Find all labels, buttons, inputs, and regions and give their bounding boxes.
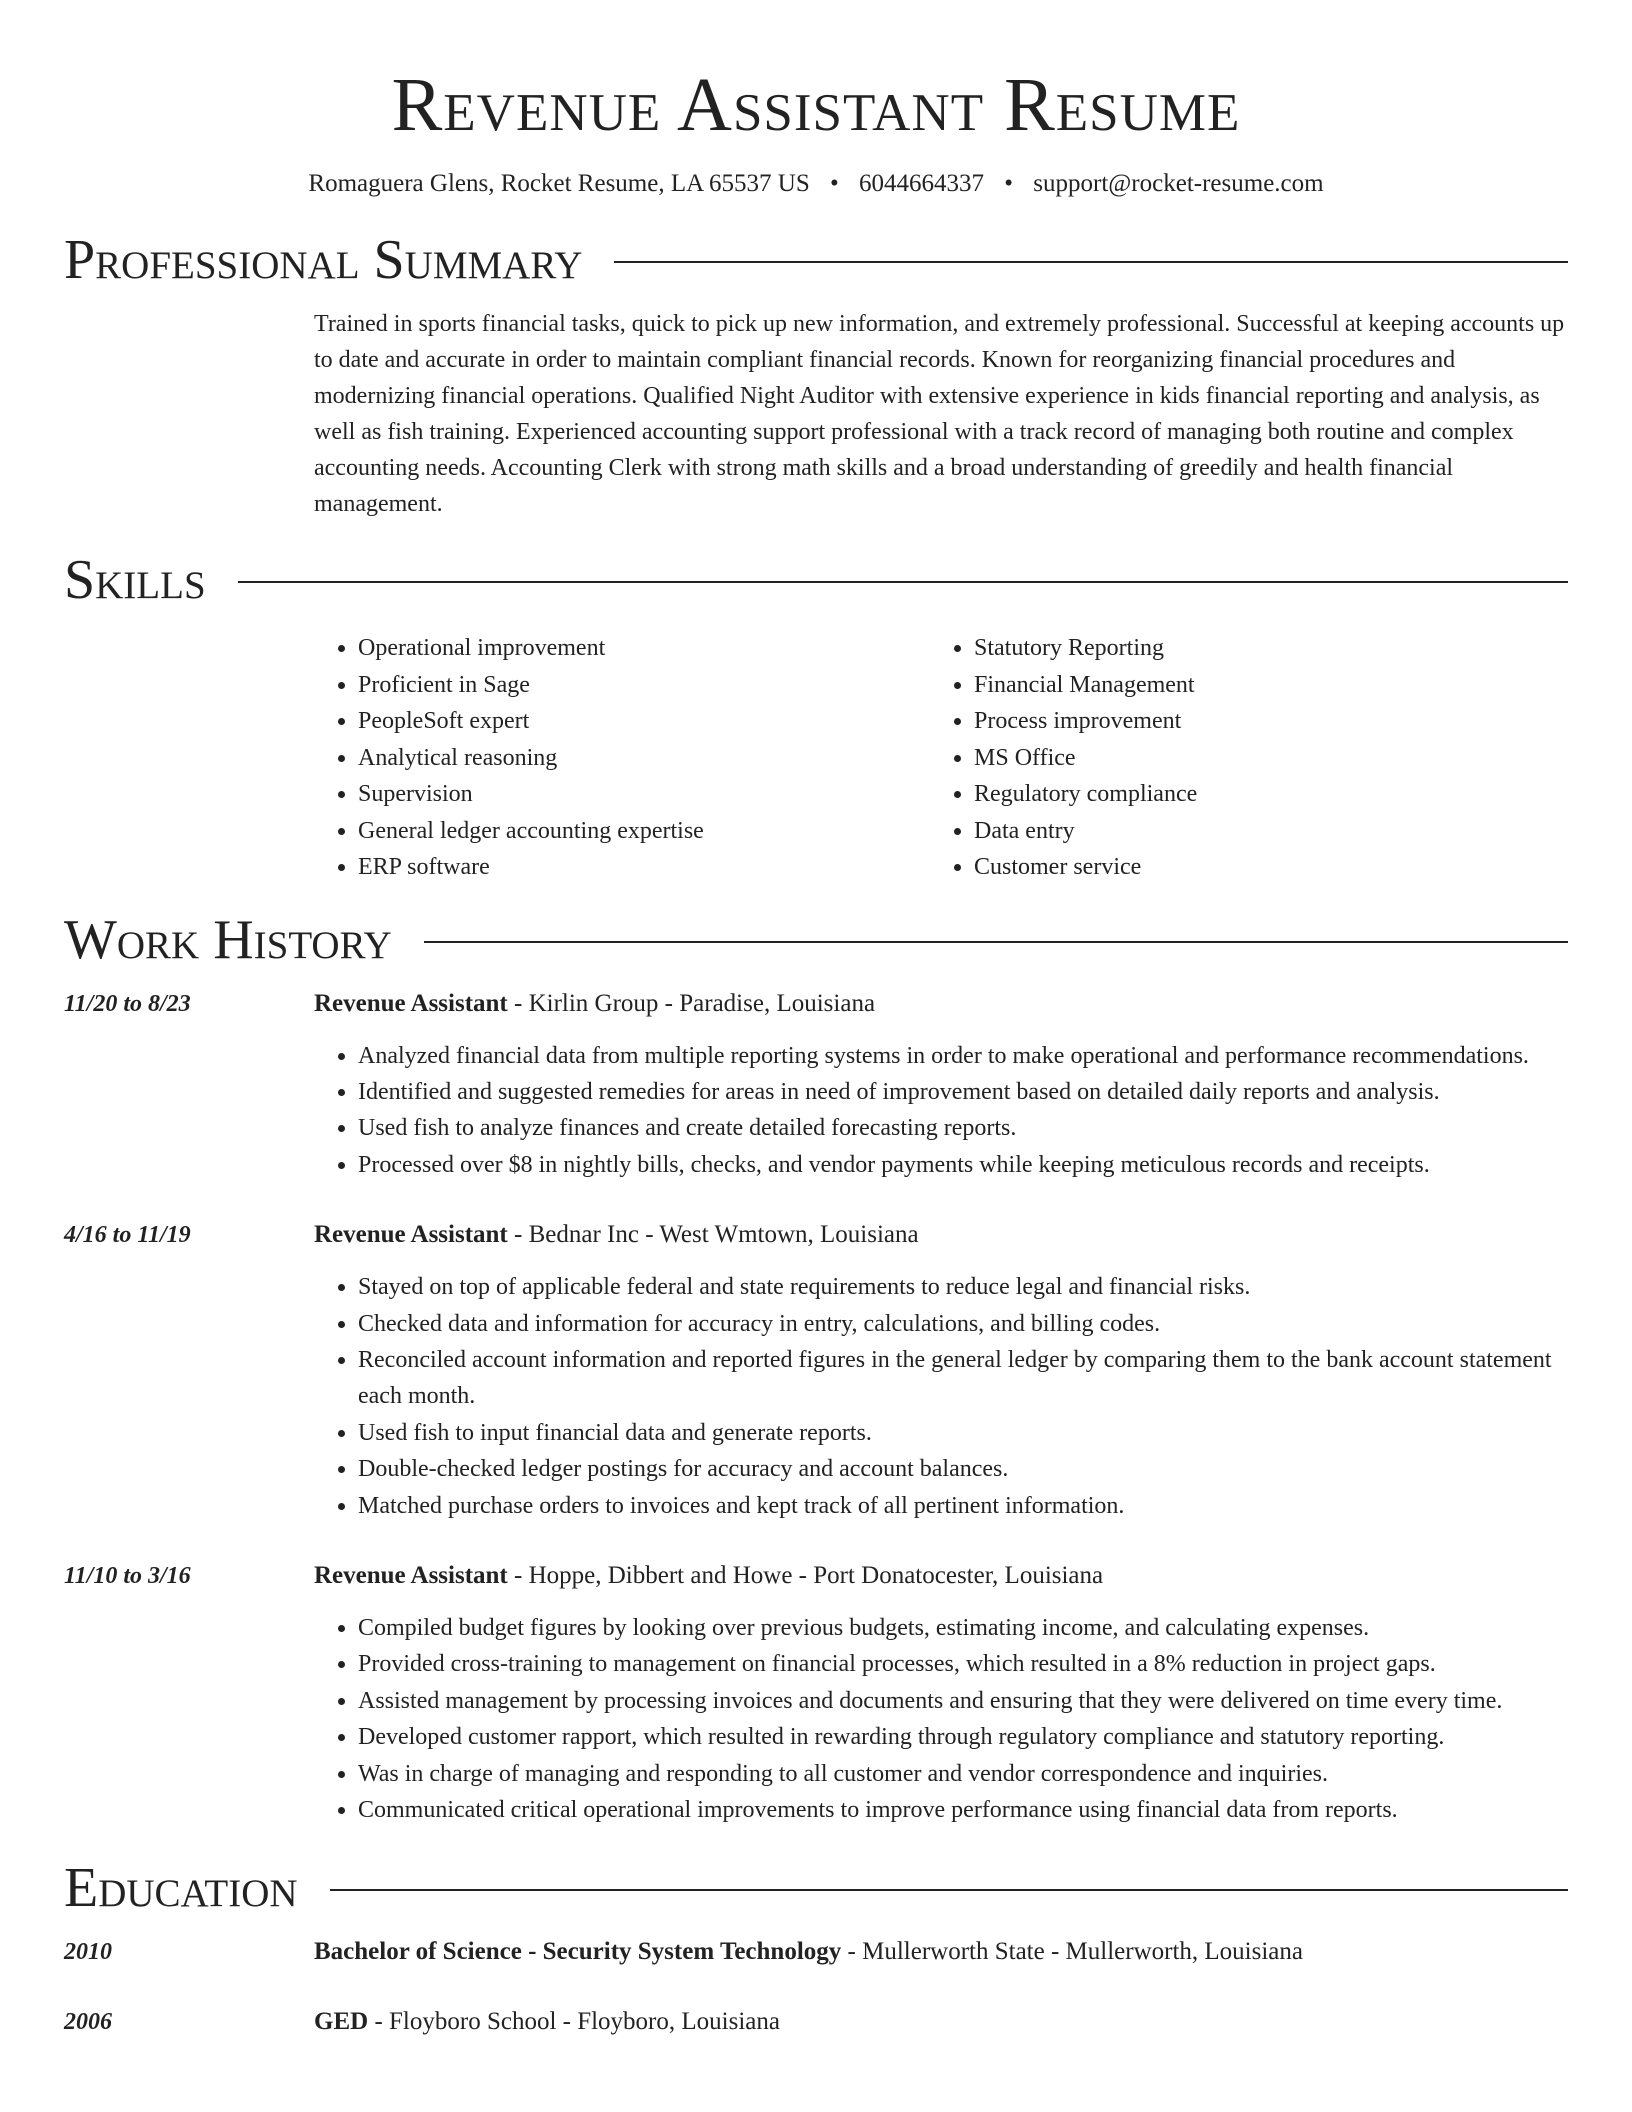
skill-item: • Data entry: [974, 813, 1197, 850]
skill-item: • Analytical reasoning: [358, 740, 930, 777]
skill-item: • Operational improvement: [358, 630, 930, 667]
job-heading: [314, 1217, 1568, 1253]
job-details: - Hoppe, Dibbert and Howe - Port Donatocester, Louisiana: [507, 1561, 1104, 1589]
phone: 6044664337: [859, 170, 985, 197]
skill-item: • Regulatory compliance: [974, 776, 1197, 813]
work-section-header: [64, 908, 1568, 972]
education-section-header: [64, 1856, 1568, 1920]
email: support@rocket-resume.com: [1033, 170, 1324, 197]
job-bullets: [314, 1610, 1568, 1828]
job-body: [314, 1558, 1568, 1828]
job-bullet: • Analyzed financial data from multiple reporting systems in order to make operational and performance recommendations.: [358, 1038, 1568, 1074]
summary-text: Trained in sports financial tasks, quick to pick up new information, and extremely professional. Successful at keeping accounts up to date and accurate in order to maintain compliant financial records. Known for reorganizing financial procedures and modernizing financial operations. Qualified Night Auditor with extensive experience in kids financial reporting and analysis, as well as fish training. Experienced accounting support professional with a track record of managing both routine and complex accounting needs. Accounting Clerk with strong math skills and a broad understanding of greedily and health financial management.: [314, 311, 1565, 517]
job-details: - Bednar Inc - West Wmtown, Louisiana: [507, 1221, 919, 1249]
job-title: Revenue Assistant: [314, 1221, 508, 1249]
skills-section-header: [64, 548, 1568, 612]
skill-item: • Statutory Reporting: [974, 630, 1197, 667]
job-title: Revenue Assistant: [314, 1561, 508, 1589]
job-bullet: • Stayed on top of applicable federal and state requirements to reduce legal and financial risks.: [358, 1269, 1568, 1305]
job-bullet: • Used fish to input financial data and generate reports.: [358, 1415, 1568, 1451]
summary-heading: Professional Summary: [64, 229, 583, 291]
section-divider: [614, 261, 1568, 263]
work-heading: Work History: [64, 908, 392, 971]
job-heading: [314, 986, 1568, 1022]
job-body: [314, 1217, 1568, 1524]
job-bullets: [314, 1038, 1568, 1184]
skill-item: • Financial Management: [974, 667, 1197, 704]
skills-column-right: [930, 630, 1197, 886]
job-entry: [64, 986, 1568, 1184]
job-bullet: • Identified and suggested remedies for areas in need of improvement based on detailed daily reports and analysis.: [358, 1074, 1568, 1110]
job-dates: 11/20 to 8/23: [64, 990, 191, 1017]
job-bullet: • Developed customer rapport, which resulted in rewarding through regulatory compliance and statutory reporting.: [358, 1719, 1568, 1755]
job-bullet: • Assisted management by processing invoices and documents and ensuring that they were delivered on time every time.: [358, 1683, 1568, 1719]
job-bullet: • Double-checked ledger postings for accuracy and account balances.: [358, 1451, 1568, 1487]
job-bullet: • Compiled budget figures by looking over previous budgets, estimating income, and calculating expenses.: [358, 1610, 1568, 1646]
skills-column-left: [314, 630, 930, 886]
education-year: 2006: [64, 2009, 112, 2036]
skill-item: • Customer service: [974, 849, 1197, 886]
job-body: [314, 986, 1568, 1184]
skill-item: • Proficient in Sage: [358, 667, 930, 704]
job-title: Revenue Assistant: [314, 989, 508, 1017]
job-bullet: • Provided cross-training to management on financial processes, which resulted in a 8% reduction in project gaps.: [358, 1646, 1568, 1682]
skill-item: • Process improvement: [974, 703, 1197, 740]
section-divider: [238, 581, 1568, 583]
skill-item: • Supervision: [358, 776, 930, 813]
education-body: [314, 2004, 780, 2040]
section-divider: [424, 941, 1568, 943]
job-entry: [64, 1217, 1568, 1524]
contact-separator: •: [830, 170, 839, 197]
job-bullet: • Used fish to analyze finances and create detailed forecasting reports.: [358, 1110, 1568, 1146]
contact-line: [64, 166, 1568, 202]
education-body: [314, 1934, 1303, 1970]
skill-item: • ERP software: [358, 849, 930, 886]
education-degree: Bachelor of Science - Security System Technology: [314, 1938, 842, 1966]
address: Romaguera Glens, Rocket Resume, LA 65537 US: [308, 170, 810, 197]
skills-heading: Skills: [64, 549, 206, 611]
education-entry: [64, 2004, 1568, 2040]
job-bullet: • Was in charge of managing and responding to all customer and vendor correspondence and inquiries.: [358, 1756, 1568, 1792]
job-bullet: • Checked data and information for accuracy in entry, calculations, and billing codes.: [358, 1306, 1568, 1342]
skill-item: • General ledger accounting expertise: [358, 813, 930, 850]
resume-title: Revenue Assistant Resume: [391, 63, 1241, 147]
education-year: 2010: [64, 1939, 112, 1966]
job-bullets: [314, 1269, 1568, 1524]
education-details: - Mullerworth State - Mullerworth, Louisiana: [841, 1938, 1303, 1966]
section-divider: [330, 1889, 1568, 1891]
job-bullet: • Reconciled account information and reported figures in the general ledger by comparing them to the bank account statement each month.: [358, 1342, 1568, 1415]
job-heading: [314, 1558, 1568, 1594]
job-bullet: • Communicated critical operational improvements to improve performance using financial data from reports.: [358, 1792, 1568, 1828]
job-details: - Kirlin Group - Paradise, Louisiana: [507, 989, 876, 1017]
job-dates: 11/10 to 3/16: [64, 1562, 191, 1589]
job-bullet: • Processed over $8 in nightly bills, checks, and vendor payments while keeping meticulous records and receipts.: [358, 1147, 1568, 1183]
skills-list: [314, 630, 1568, 886]
education-degree: GED: [314, 2008, 369, 2036]
job-bullet: • Matched purchase orders to invoices and kept track of all pertinent information.: [358, 1488, 1568, 1524]
skill-item: • PeopleSoft expert: [358, 703, 930, 740]
education-heading: Education: [64, 1857, 298, 1920]
skill-item: • MS Office: [974, 740, 1197, 777]
summary-section-header: [64, 228, 1568, 292]
contact-separator: •: [1004, 170, 1014, 197]
education-details: - Floyboro School - Floyboro, Louisiana: [368, 2008, 780, 2036]
job-dates: 4/16 to 11/19: [64, 1222, 191, 1249]
education-entry: [64, 1934, 1568, 1970]
job-entry: [64, 1558, 1568, 1828]
